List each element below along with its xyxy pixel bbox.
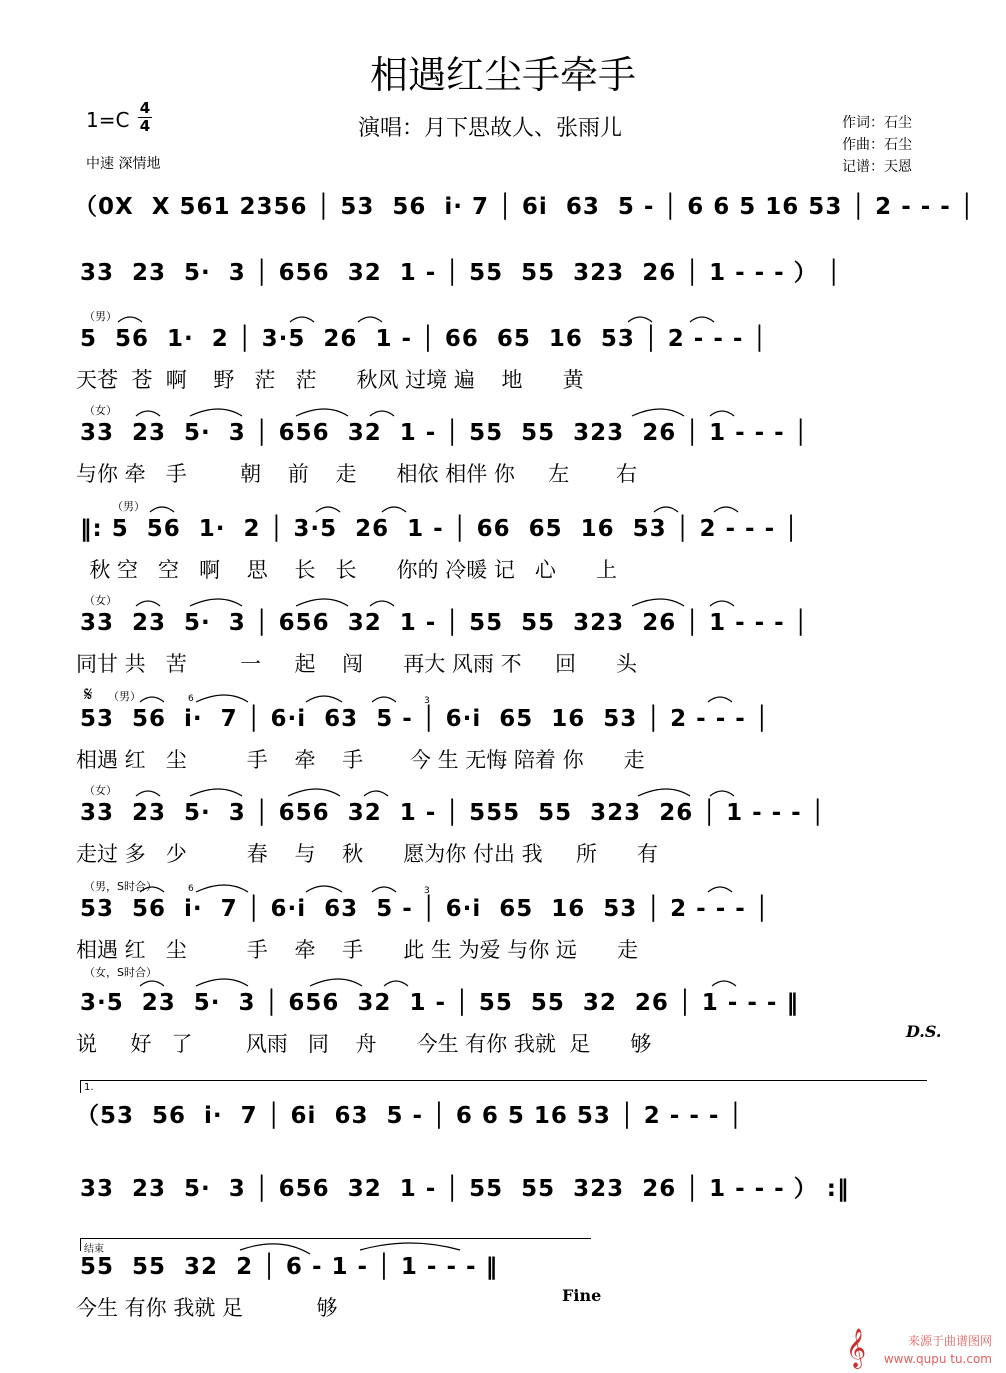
slur (370, 411, 394, 416)
slur (190, 599, 242, 606)
meter-bottom: 4 (139, 117, 151, 135)
slur (372, 887, 396, 892)
grace-note: 6 (188, 884, 194, 894)
fine-marking: Fine (562, 1286, 602, 1305)
slur (290, 317, 314, 322)
voice-tag: （女，S时合） (84, 966, 157, 979)
grace-note: 3 (424, 886, 430, 896)
watermark-line-1: 来源于曲谱图网 (907, 1334, 992, 1348)
notation-line: 33 23 5· 3 │ 656 32 1 - │ 55 55 323 26 │ 1 - - - │ (80, 610, 809, 636)
lyric-line: 相遇 红 尘 手 牵 手 此 生 为爱 与你 远 走 (76, 938, 638, 962)
lyric-line: 相遇 红 尘 手 牵 手 今 生 无悔 陪着 你 走 (76, 748, 645, 772)
slur (708, 887, 732, 892)
slur (638, 789, 690, 796)
slur (628, 317, 652, 322)
notation-line: ‖: 5 56 1· 2 │ 3·5 26 1 - │ 66 65 16 53 │ 2 - - - │ (80, 516, 800, 542)
watermark-line-2: www.qupu tu.com (883, 1352, 992, 1366)
slur (150, 507, 174, 512)
voice-tag: （男，S时合） (84, 880, 157, 893)
notation-line: 33 23 5· 3 │ 656 32 1 - │ 55 55 323 26 │ 1 - - - ） │ (80, 260, 842, 286)
slur (140, 697, 164, 702)
tempo-marking: 中速 深情地 (86, 156, 161, 172)
slur (306, 886, 342, 892)
lyricist-credit: 作词：石尘 (842, 115, 912, 131)
notation-line: （53 56 i· 7 │ 6i 63 5 - │ 6 6 5 16 53 │ 2 - - - │ (76, 1103, 744, 1129)
slur (118, 317, 142, 322)
slur (136, 791, 160, 796)
page-title: 相遇红尘手牵手 (369, 53, 636, 97)
lyric-line: 今生 有你 我就 足 够 (76, 1296, 338, 1320)
slur (196, 885, 248, 892)
notation-line: 33 23 5· 3 │ 656 32 1 - │ 55 55 323 26 │ 1 - - - │ (80, 420, 809, 446)
slur (190, 409, 242, 416)
transcriber-credit: 记谱：天恩 (842, 159, 912, 175)
voice-tag: （女） (84, 784, 117, 797)
slur (140, 981, 164, 986)
slur (710, 791, 734, 796)
ending-label: 1. (84, 1082, 94, 1093)
voice-tag: （男） (108, 690, 141, 703)
slur (140, 887, 164, 892)
lyric-line: 与你 牵 手 朝 前 走 相依 相伴 你 左 右 (76, 462, 638, 486)
slur (690, 317, 714, 322)
slur (360, 1243, 460, 1250)
slur (632, 409, 684, 416)
slur (710, 601, 734, 606)
grace-note: 3 (424, 696, 430, 706)
notation-line: 5 56 1· 2 │ 3·5 26 1 - │ 66 65 16 53 │ 2 - - - │ (80, 326, 768, 352)
slur (288, 789, 340, 796)
slur (358, 317, 382, 322)
voice-tag: （男） (84, 310, 117, 323)
slur (632, 599, 684, 606)
slur (370, 601, 394, 606)
key-signature: 1=C (86, 108, 130, 132)
notation-line: 53 56 i· 7 │ 6·i 63 5 - │ 6·i 65 16 53 │ 2 - - - │ (80, 706, 770, 732)
slur (714, 507, 738, 512)
notation-line: 53 56 i· 7 │ 6·i 63 5 - │ 6·i 65 16 53 │ 2 - - - │ (80, 896, 770, 922)
slur (712, 981, 736, 986)
meter-top: 4 (139, 99, 151, 117)
ending-label: 结束 (84, 1244, 104, 1255)
lyric-line: 说 好 了 风雨 同 舟 今生 有你 我就 足 够 (76, 1032, 652, 1056)
slur (196, 979, 248, 986)
slur (372, 697, 396, 702)
slur (654, 507, 678, 512)
slur (296, 409, 348, 416)
lyric-line: 走过 多 少 春 与 秋 愿为你 付出 我 所 有 (76, 842, 659, 866)
slur (384, 981, 408, 986)
slur (296, 599, 348, 606)
slur (316, 507, 340, 512)
notation-line: （0X X 561 2356 │ 53 56 i· 7 │ 6i 63 5 - │ 6 6 5 16 53 │ 2 - - - │ (74, 194, 975, 220)
lyric-line: 同甘 共 苦 一 起 闯 再大 风雨 不 回 头 (76, 652, 638, 676)
segno-sign: 𝄋 (84, 682, 93, 706)
grace-note: 6 (188, 694, 194, 704)
slur (382, 507, 406, 512)
slur (708, 697, 732, 702)
slur (136, 411, 160, 416)
notation-line: 55 55 32 2 │ 6 - 1 - │ 1 - - - ‖ (80, 1254, 499, 1280)
voice-tag: （女） (84, 404, 117, 417)
voice-tag: （女） (84, 594, 117, 607)
voice-tag: （男） (112, 500, 145, 513)
lyric-line: 秋 空 空 啊 思 长 长 你的 冷暖 记 心 上 (76, 558, 617, 582)
lyric-line: 天苍 苍 啊 野 茫 茫 秋风 过境 遍 地 黄 (76, 368, 584, 392)
slur (364, 791, 388, 796)
slur (240, 1244, 310, 1254)
slur (136, 601, 160, 606)
notation-line: 3·5 23 5· 3 │ 656 32 1 - │ 55 55 32 26 │ 1 - - - ‖ (80, 990, 799, 1016)
slur (306, 696, 342, 702)
slur (710, 411, 734, 416)
slur (310, 979, 362, 986)
treble-clef-icon: 𝄞 (846, 1328, 867, 1368)
notation-line: 33 23 5· 3 │ 656 32 1 - │ 555 55 323 26 │ 1 - - - │ (80, 800, 826, 826)
slur (190, 789, 242, 796)
ds-marking: D.S. (906, 1022, 942, 1041)
slur (196, 695, 248, 702)
notation-line: 33 23 5· 3 │ 656 32 1 - │ 55 55 323 26 │ 1 - - - ） :‖ (80, 1176, 850, 1202)
composer-credit: 作曲：石尘 (842, 137, 912, 153)
singer-credit: 演唱：月下思故人、张雨儿 (358, 116, 623, 141)
